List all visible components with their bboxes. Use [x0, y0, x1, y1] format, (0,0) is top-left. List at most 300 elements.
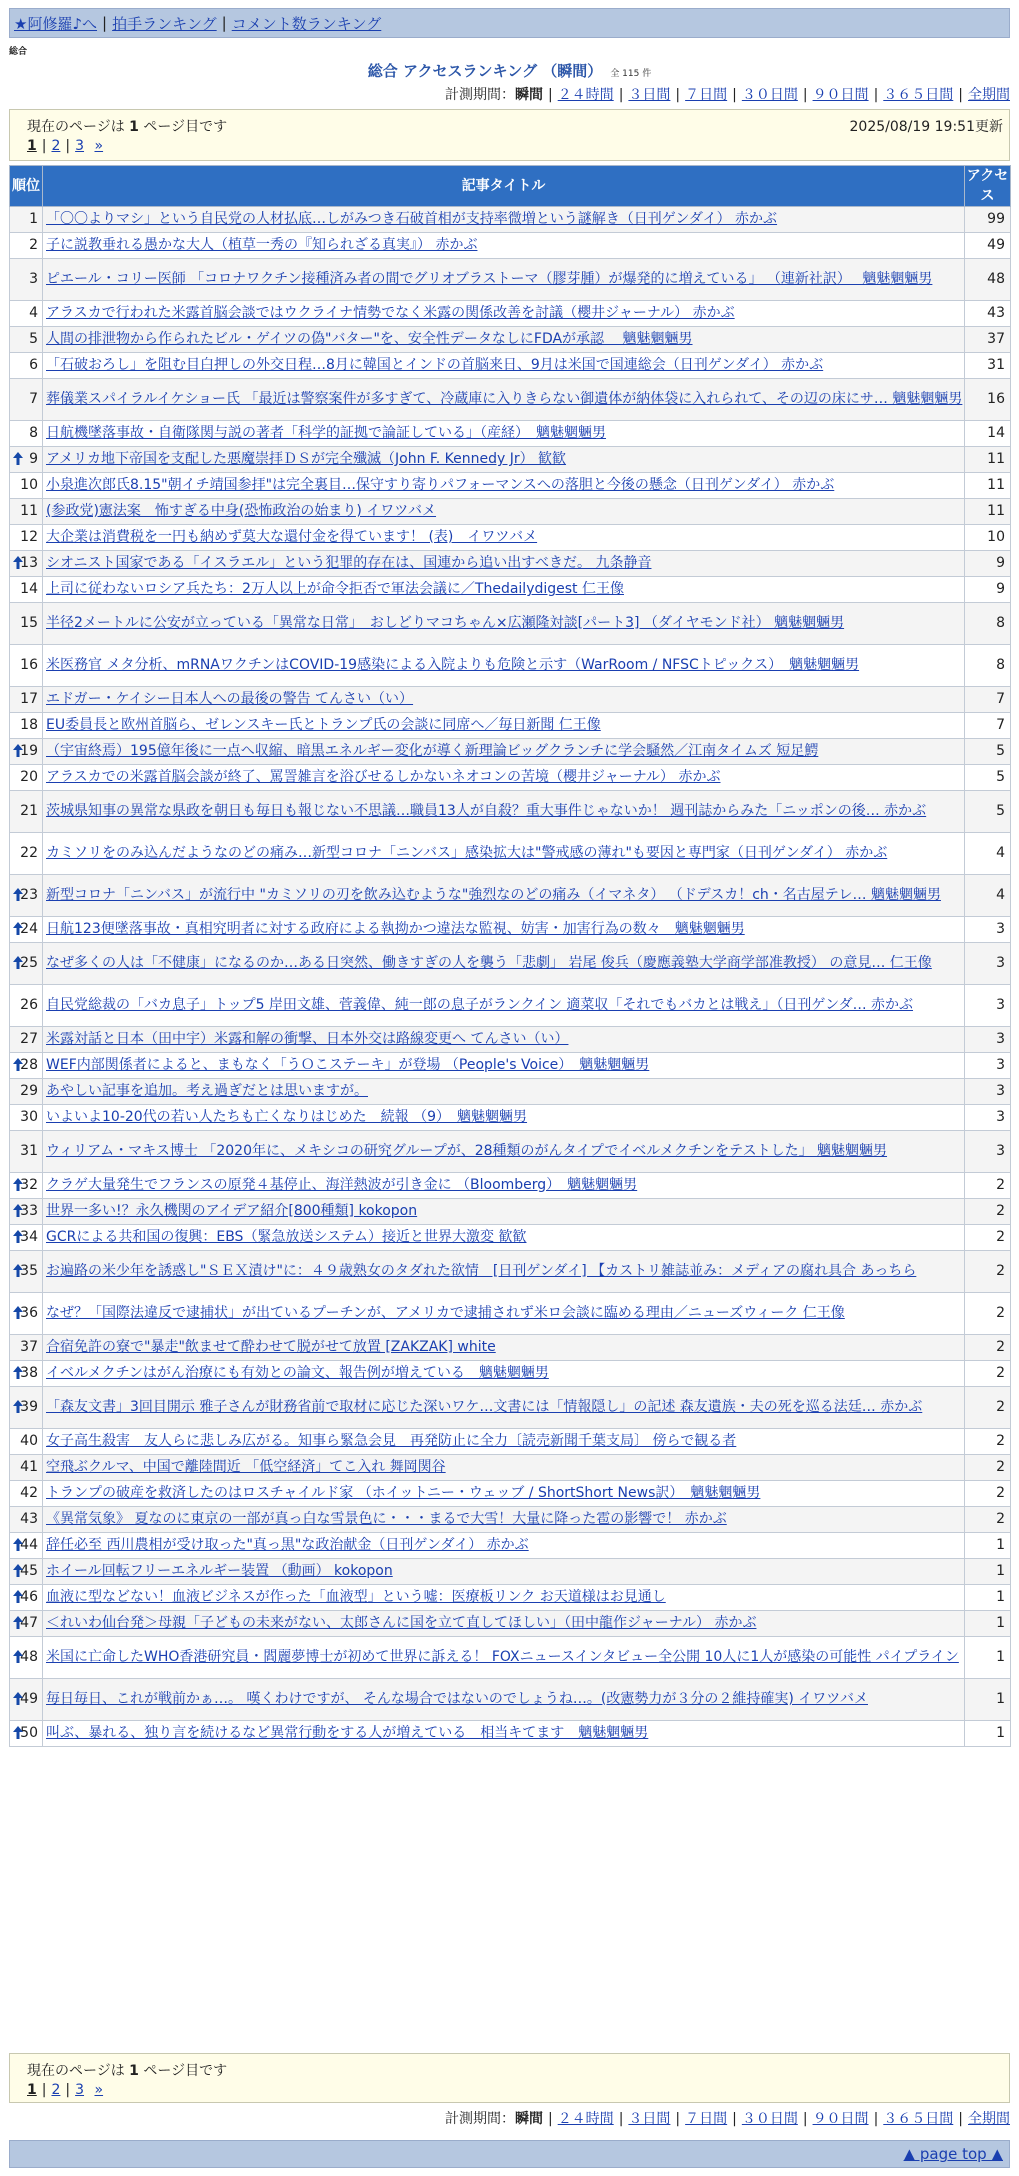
- table-row: [10, 985, 1011, 1027]
- rank-header: 順位: [10, 166, 43, 207]
- rank-number: 23: [20, 887, 38, 903]
- rank-cell: [10, 1507, 43, 1533]
- access-count: 2: [965, 1225, 1011, 1251]
- rank-number: 11: [20, 503, 38, 519]
- table-row: [10, 301, 1011, 327]
- title-cell: [43, 1637, 965, 1679]
- title-cell: [43, 1387, 965, 1429]
- article-link[interactable]: (参政党)憲法案 怖すぎる中身(恐怖政治の始まり) イワツバメ: [46, 503, 437, 519]
- pagination-separator: |: [65, 138, 71, 154]
- table-row: [10, 259, 1011, 301]
- access-count: 8: [965, 645, 1011, 687]
- article-link[interactable]: アメリカ地下帝国を支配した悪魔崇拝ＤＳが完全殲滅（John F. Kennedy Jr） 歓歓: [46, 451, 567, 467]
- period-separator: |: [958, 2111, 963, 2127]
- article-link[interactable]: ピエール・コリー医師 「コロナワクチン接種済み者の間でグリオブラストーマ（膠芽腫）が爆発的に増えている」 （連新社訳） 魑魅魍魎男: [46, 271, 933, 287]
- footer-bar: [9, 2140, 1010, 2168]
- access-count: 31: [965, 353, 1011, 379]
- arrow-up-icon: [13, 1306, 23, 1322]
- pagination-link[interactable]: 2: [51, 2082, 61, 2098]
- rank-cell: [10, 791, 43, 833]
- rank-number: 14: [20, 581, 38, 597]
- arrow-up-icon: [13, 1366, 23, 1382]
- article-link[interactable]: 茨城県知事の異常な県政を朝日も毎日も報じない不思議…職員13人が自殺？重大事件じゃないか！ 週刊誌からみた「ニッポンの後… 赤かぶ: [46, 803, 927, 819]
- ranking-table: [9, 165, 1011, 1747]
- access-count: 2: [965, 1481, 1011, 1507]
- period-separator: |: [547, 2111, 553, 2127]
- article-link[interactable]: エドガー・ケイシー日本人への最後の警告 てんさい（い）: [46, 691, 414, 707]
- title-cell: [43, 1721, 965, 1747]
- article-link[interactable]: 辞任必至 西川農相が受け取った"真っ黒"な政治献金（日刊ゲンダイ） 赤かぶ: [46, 1537, 529, 1553]
- title-cell: [43, 473, 965, 499]
- article-link[interactable]: ＜れいわ仙台発＞母親「子どもの未来がない、太郎さんに国を立て直してほしい」（田中龍作ジャーナル） 赤かぶ: [46, 1615, 757, 1631]
- article-link[interactable]: あやしい記事を追加。考え過ぎだとは思いますが。: [46, 1083, 368, 1099]
- rank-number: 18: [20, 717, 38, 733]
- pagination-current-number: 1: [27, 138, 37, 154]
- period-current: 瞬間: [514, 87, 543, 103]
- arrow-up-icon: [13, 1058, 23, 1074]
- access-count: 99: [965, 207, 1011, 233]
- article-link[interactable]: 自民党総裁の「バカ息子」トップ5 岸田文雄、菅義偉、純一郎の息子がランクイン 適菜収「それでもバカとは戦え」（日刊ゲンダ… 赤かぶ: [46, 997, 914, 1013]
- rank-cell: [10, 473, 43, 499]
- table-row: [10, 917, 1011, 943]
- rank-cell: [10, 713, 43, 739]
- pagination-link[interactable]: 3: [75, 2082, 85, 2098]
- rank-cell: [10, 499, 43, 525]
- rank-cell: [10, 1559, 43, 1585]
- rank-number: 20: [20, 769, 38, 785]
- article-link[interactable]: 人間の排泄物から作られたビル・ゲイツの偽"バター"を、安全性データなしにFDAが承認 魑魅魍魎男: [46, 331, 693, 347]
- rank-cell: [10, 301, 43, 327]
- access-count: 7: [965, 713, 1011, 739]
- article-link[interactable]: 血液に型などない！血液ビジネスが作った「血液型」という嘘：医療板リンク お天道様はお見通し: [46, 1589, 666, 1605]
- arrow-up-icon: [13, 452, 23, 468]
- period-link[interactable]: ９０日間: [812, 87, 869, 103]
- access-count: 4: [965, 833, 1011, 875]
- table-row: [10, 645, 1011, 687]
- access-count: 1: [965, 1637, 1011, 1679]
- article-link[interactable]: なぜ？「国際法違反で逮捕状」が出ているプーチンが、アメリカで逮捕されず米ロ会談に臨める理由／ニューズウィーク 仁王像: [46, 1305, 845, 1321]
- article-link[interactable]: EU委員長と欧州首脳ら、ゼレンスキー氏とトランプ氏の会談に同席へ／毎日新聞 仁王像: [46, 717, 601, 733]
- article-link[interactable]: ホイール回転フリーエネルギー装置 （動画） kokopon: [46, 1563, 393, 1579]
- access-count: 11: [965, 499, 1011, 525]
- table-row: [10, 875, 1011, 917]
- rank-cell: [10, 327, 43, 353]
- access-count: 5: [965, 739, 1011, 765]
- article-link[interactable]: （宇宙終焉）195億年後に一点へ収縮、暗黒エネルギー変化が導く新理論ビッグクランチに学会騒然／江南タイムズ 短足鰐: [46, 743, 819, 759]
- title-cell: [43, 1361, 965, 1387]
- rank-cell: [10, 447, 43, 473]
- rank-cell: [10, 577, 43, 603]
- table-row: [10, 1387, 1011, 1429]
- table-row: [10, 1679, 1011, 1721]
- table-row: [10, 1079, 1011, 1105]
- article-link[interactable]: 叫ぶ、暴れる、独り言を続けるなど異常行動をする人が増えている 相当キてます 魑魅魍魎男: [46, 1725, 649, 1741]
- article-link[interactable]: トランプの破産を救済したのはロスチャイルド家 （ホイットニー・ウェッブ / ShortShort News訳） 魑魅魍魎男: [46, 1485, 761, 1501]
- period-separator: |: [675, 2111, 681, 2127]
- article-link[interactable]: 子に説教垂れる愚かな大人（植草一秀の『知られざる真実』） 赤かぶ: [46, 237, 478, 253]
- rank-cell: [10, 233, 43, 259]
- title-cell: [43, 233, 965, 259]
- arrow-up-icon: [13, 1264, 23, 1280]
- rank-number: 34: [20, 1229, 38, 1245]
- rank-cell: [10, 353, 43, 379]
- rank-cell: [10, 1225, 43, 1251]
- rank-cell: [10, 207, 43, 233]
- rank-cell: [10, 1335, 43, 1361]
- pagination-current-number: 1: [27, 2082, 37, 2098]
- arrow-up-icon: [13, 1726, 23, 1742]
- rank-cell: [10, 875, 43, 917]
- rank-number: 32: [20, 1177, 38, 1193]
- article-link[interactable]: 大企業は消費税を一円も納めず莫大な還付金を得ています！ (表) イワツバメ: [46, 529, 538, 545]
- title-cell: [43, 327, 965, 353]
- comment-ranking-link[interactable]: コメント数ランキング: [231, 14, 382, 33]
- pagination-current: [27, 138, 37, 154]
- rank-number: 22: [20, 845, 38, 861]
- article-link[interactable]: カミソリをのみ込んだようなのどの痛み…新型コロナ「ニンバス」感染拡大は"警戒感の薄れ"も要因と専門家（日刊ゲンダイ） 赤かぶ: [46, 845, 888, 861]
- table-row: [10, 233, 1011, 259]
- title-cell: [43, 875, 965, 917]
- page-status-post: ページ目です: [138, 119, 228, 135]
- period-separator: |: [873, 2111, 879, 2127]
- rank-cell: [10, 1585, 43, 1611]
- table-row: [10, 447, 1011, 473]
- access-count: 2: [965, 1173, 1011, 1199]
- rank-cell: [10, 1053, 43, 1079]
- rank-number: 45: [20, 1563, 38, 1579]
- arrow-up-icon: [13, 1692, 23, 1708]
- arrow-up-icon: [13, 1564, 23, 1580]
- article-link[interactable]: WEF内部関係者によると、まもなく「うＯこステーキ」が登場 （People's Voice） 魑魅魍魎男: [46, 1057, 650, 1073]
- arrow-up-icon: [13, 922, 23, 938]
- period-link[interactable]: ３日間: [628, 87, 671, 103]
- title-cell: [43, 525, 965, 551]
- access-count: 5: [965, 791, 1011, 833]
- arrow-up-icon: [13, 1590, 23, 1606]
- rank-cell: [10, 833, 43, 875]
- access-count: 4: [965, 875, 1011, 917]
- period-link[interactable]: ３日間: [628, 2111, 671, 2127]
- table-row: [10, 421, 1011, 447]
- page-top-link[interactable]: ▲ page top ▲: [903, 2145, 1003, 2163]
- top-nav-bar: [9, 8, 1010, 38]
- title-cell: [43, 551, 965, 577]
- article-link[interactable]: 半径2メートルに公安が立っている「異常な日常」 おしどりマコちゃん×広瀬隆対談[パート3] （ダイヤモンド社） 魑魅魍魎男: [46, 615, 845, 631]
- period-link[interactable]: 全期間: [968, 87, 1010, 103]
- title-cell: [43, 791, 965, 833]
- article-link[interactable]: 上司に従わないロシア兵たち：2万人以上が命令拒否で軍法会議に／Thedailydigest 仁王像: [46, 581, 624, 597]
- pagination-link[interactable]: 3: [75, 138, 85, 154]
- period-link[interactable]: ３６５日間: [883, 2111, 954, 2127]
- table-row: [10, 739, 1011, 765]
- arrow-up-icon: [13, 744, 23, 760]
- arrow-up-icon: [13, 956, 23, 972]
- access-count: 11: [965, 473, 1011, 499]
- arrow-up-icon: [13, 888, 23, 904]
- rank-number: 28: [20, 1057, 38, 1073]
- article-link[interactable]: 「石破おろし」を阻む目白押しの外交日程…8月に韓国とインドの首脳来日、9月は米国で国連総会（日刊ゲンダイ） 赤かぶ: [46, 357, 824, 373]
- total-count: 全 115 件: [610, 69, 652, 79]
- table-row: [10, 833, 1011, 875]
- page-title: [0, 60, 1019, 81]
- rank-cell: [10, 1251, 43, 1293]
- article-link[interactable]: お遍路の米少年を誘惑し"ＳＥＸ漬け"に：４９歳熟女のタダれた欲情 [日刊ゲンダイ] 【カストリ雑誌並み：メディアの腐れ具合 あっちら: [46, 1263, 917, 1279]
- article-link[interactable]: 「森友文書」3回目開示 雅子さんが財務省前で取材に応じた深いワケ…文書には「情報隠し」の記述 森友遺族・夫の死を巡る法廷… 赤かぶ: [46, 1399, 923, 1415]
- title-cell: [43, 1585, 965, 1611]
- rank-cell: [10, 943, 43, 985]
- rank-cell: [10, 917, 43, 943]
- rank-cell: [10, 687, 43, 713]
- article-link[interactable]: ウィリアム・マキス博士 「2020年に、メキシコの研究グループが、28種類のがんタイプでイベルメクチンをテストした」 魑魅魍魎男: [46, 1143, 888, 1159]
- page-status-post: ページ目です: [138, 2063, 228, 2079]
- rank-number: 19: [20, 743, 38, 759]
- article-link[interactable]: 「〇〇よりマシ」という自民党の人材払底…しがみつき石破首相が支持率微増という謎解き（日刊ゲンダイ） 赤かぶ: [46, 211, 778, 227]
- access-count: 11: [965, 447, 1011, 473]
- access-count: 2: [965, 1429, 1011, 1455]
- rank-number: 40: [20, 1433, 38, 1449]
- rank-cell: [10, 1533, 43, 1559]
- rank-number: 3: [29, 271, 38, 287]
- period-separator: |: [675, 87, 681, 103]
- article-link[interactable]: クラゲ大量発生でフランスの原発４基停止、海洋熱波が引き金に （Bloomberg） 魑魅魍魎男: [46, 1177, 638, 1193]
- title-cell: [43, 1027, 965, 1053]
- article-link[interactable]: 世界一多い!？永久機関のアイデア紹介[800種類] kokopon: [46, 1203, 418, 1219]
- rank-cell: [10, 739, 43, 765]
- period-link[interactable]: ３０日間: [741, 2111, 798, 2127]
- rank-number: 50: [20, 1725, 38, 1741]
- count-header: アクセス: [965, 166, 1011, 207]
- title-cell: [43, 985, 965, 1027]
- access-count: 1: [965, 1585, 1011, 1611]
- page-status-pre: 現在のページは: [27, 119, 130, 135]
- access-count: 49: [965, 233, 1011, 259]
- article-link[interactable]: 小泉進次郎氏8.15"朝イチ靖国参拝"は完全裏目…保守すり寄りパフォーマンスへの落胆と今後の懸念（日刊ゲンダイ） 赤かぶ: [46, 477, 835, 493]
- access-count: 1: [965, 1611, 1011, 1637]
- access-count: 3: [965, 1079, 1011, 1105]
- period-link[interactable]: ２４時間: [557, 2111, 614, 2127]
- rank-cell: [10, 1293, 43, 1335]
- period-link[interactable]: ９０日間: [812, 2111, 869, 2127]
- title-cell: [43, 1173, 965, 1199]
- table-row: [10, 327, 1011, 353]
- table-row: [10, 577, 1011, 603]
- rank-number: 17: [20, 691, 38, 707]
- table-row: [10, 943, 1011, 985]
- table-row: [10, 551, 1011, 577]
- updated-timestamp: 2025/08/19 19:51更新: [849, 119, 1003, 135]
- title-header: 記事タイトル: [43, 166, 965, 207]
- title-cell: [43, 1679, 965, 1721]
- title-cell: [43, 1131, 965, 1173]
- rank-number: 26: [20, 997, 38, 1013]
- rank-number: 38: [20, 1365, 38, 1381]
- table-row: [10, 207, 1011, 233]
- rank-number: 48: [20, 1649, 38, 1665]
- article-link[interactable]: 米医務官 メタ分析、mRNAワクチンはCOVID-19感染による入院よりも危険と示す（WarRoom / NFSCトピックス） 魑魅魍魎男: [46, 657, 860, 673]
- period-label: 計測期間：: [444, 87, 515, 103]
- title-cell: [43, 421, 965, 447]
- page-info-top: [9, 109, 1010, 161]
- period-link[interactable]: ７日間: [685, 2111, 728, 2127]
- rank-cell: [10, 1721, 43, 1747]
- pagination-separator: [87, 2082, 91, 2098]
- pagination-separator: [87, 138, 91, 154]
- table-row: [10, 603, 1011, 645]
- access-count: 2: [965, 1361, 1011, 1387]
- table-row: [10, 1455, 1011, 1481]
- rank-cell: [10, 1481, 43, 1507]
- article-link[interactable]: 葬儀業スパイラルイケショー氏 「最近は警察案件が多すぎて、冷蔵庫に入りきらない御遺体が納体袋に入れられて、その辺の床にサ… 魑魅魍魎男: [46, 391, 963, 407]
- rank-cell: [10, 1131, 43, 1173]
- pagination-current: [27, 2082, 37, 2098]
- table-row: [10, 499, 1011, 525]
- table-row: [10, 765, 1011, 791]
- article-link[interactable]: 新型コロナ「ニンバス」が流行中 "カミソリの刃を飲み込むような"強烈なのどの痛み（イマネタ） （ドデスカ！ch・名古屋テレ… 魑魅魍魎男: [46, 887, 941, 903]
- access-count: 16: [965, 379, 1011, 421]
- page-status: [27, 116, 227, 136]
- pagination-link[interactable]: »: [94, 2082, 104, 2098]
- title-cell: [43, 1559, 965, 1585]
- period-separator: |: [802, 2111, 808, 2127]
- rank-number: 44: [20, 1537, 38, 1553]
- article-link[interactable]: 毎日毎日、これが戦前かぁ…。 嘆くわけですが、 そんな場合ではないのでしょうね…。(改憲勢力が３分の２維持確実) イワツバメ: [46, 1691, 868, 1707]
- pagination: [27, 138, 103, 154]
- access-count: 3: [965, 943, 1011, 985]
- rank-cell: [10, 1679, 43, 1721]
- rank-number: 24: [20, 921, 38, 937]
- rank-number: 9: [29, 451, 38, 467]
- table-row: [10, 1533, 1011, 1559]
- table-row: [10, 1053, 1011, 1079]
- title-cell: [43, 1199, 965, 1225]
- article-link[interactable]: 米国に亡命したWHO香港研究員・閻麗夢博士が初めて世界に訴える！ FOXニュースインタビュー全公開 10人に1人が感染の可能性 パイプライン: [46, 1649, 959, 1665]
- access-count: 3: [965, 1131, 1011, 1173]
- title-cell: [43, 1533, 965, 1559]
- period-link[interactable]: ７日間: [685, 87, 728, 103]
- access-count: 2: [965, 1335, 1011, 1361]
- article-link[interactable]: 空飛ぶクルマ、中国で離陸間近 「低空経済」てこ入れ 舞岡関谷: [46, 1459, 446, 1475]
- title-cell: [43, 207, 965, 233]
- page-status-num: 1: [129, 119, 139, 135]
- rank-number: 15: [20, 615, 38, 631]
- rank-number: 12: [20, 529, 38, 545]
- title-cell: [43, 1335, 965, 1361]
- rank-number: 1: [29, 211, 38, 227]
- article-link[interactable]: 合宿免許の寮で"暴走"飲ませて酔わせて脱がせて放置 [ZAKZAK] white: [46, 1339, 496, 1355]
- access-count: 2: [965, 1199, 1011, 1225]
- title-cell: [43, 943, 965, 985]
- title-cell: [43, 645, 965, 687]
- period-link[interactable]: ３６５日間: [883, 87, 954, 103]
- rank-number: 4: [29, 305, 38, 321]
- rank-number: 37: [20, 1339, 38, 1355]
- table-row: [10, 525, 1011, 551]
- pagination: [27, 2082, 103, 2098]
- article-link[interactable]: 女子高生殺害 友人らに悲しみ広がる。知事ら緊急会見 再発防止に全力〔読売新聞千葉支局〕 傍らで観る者: [46, 1433, 737, 1449]
- period-link[interactable]: ２４時間: [557, 87, 614, 103]
- access-count: 3: [965, 1027, 1011, 1053]
- title-cell: [43, 713, 965, 739]
- applause-ranking-link[interactable]: 拍手ランキング: [112, 14, 217, 33]
- pagination-separator: |: [41, 2082, 47, 2098]
- pagination-link[interactable]: 2: [51, 138, 61, 154]
- rank-cell: [10, 1455, 43, 1481]
- article-link[interactable]: アラスカでの米露首脳会談が終了、罵詈雑言を浴びせるしかないネオコンの苦境（櫻井ジャーナル） 赤かぶ: [46, 769, 721, 785]
- access-count: 8: [965, 603, 1011, 645]
- rank-cell: [10, 1079, 43, 1105]
- access-count: 2: [965, 1455, 1011, 1481]
- rank-cell: [10, 765, 43, 791]
- article-link[interactable]: アラスカで行われた米露首脳会談ではウクライナ情勢でなく米露の関係改善を討議（櫻井ジャーナル） 赤かぶ: [46, 305, 735, 321]
- access-count: 1: [965, 1721, 1011, 1747]
- article-link[interactable]: なぜ多くの人は「不健康」になるのか…ある日突然、働きすぎの人を襲う「悲劇」 岩尾 俊兵（慶應義塾大学商学部准教授） の意見… 仁王像: [46, 955, 932, 971]
- period-link[interactable]: 全期間: [968, 2111, 1010, 2127]
- arrow-up-icon: [13, 1538, 23, 1554]
- article-link[interactable]: シオニスト国家である「イスラエル」という犯罪的存在は、国連から追い出すべきだ。 九条静音: [46, 555, 652, 571]
- arrow-up-icon: [13, 1178, 23, 1194]
- rank-cell: [10, 1105, 43, 1131]
- rank-number: 47: [20, 1615, 38, 1631]
- period-separator: |: [547, 87, 553, 103]
- title-cell: [43, 1481, 965, 1507]
- access-count: 48: [965, 259, 1011, 301]
- access-count: 3: [965, 1053, 1011, 1079]
- arrow-up-icon: [13, 1650, 23, 1666]
- table-row: [10, 1611, 1011, 1637]
- table-row: [10, 1507, 1011, 1533]
- period-link[interactable]: ３０日間: [741, 87, 798, 103]
- rank-cell: [10, 551, 43, 577]
- article-link[interactable]: イベルメクチンはがん治療にも有効との論文、報告例が増えている 魑魅魍魎男: [46, 1365, 549, 1381]
- article-link[interactable]: 日航123便墜落事故・真相究明者に対する政府による執拗かつ違法な監視、妨害・加害行為の数々 魑魅魍魎男: [46, 921, 745, 937]
- access-count: 2: [965, 1293, 1011, 1335]
- access-count: 37: [965, 327, 1011, 353]
- title-cell: [43, 687, 965, 713]
- period-separator: |: [618, 2111, 624, 2127]
- access-count: 14: [965, 421, 1011, 447]
- rank-number: 41: [20, 1459, 38, 1475]
- pagination-link[interactable]: »: [94, 138, 104, 154]
- rank-number: 8: [29, 425, 38, 441]
- arrow-up-icon: [13, 1400, 23, 1416]
- table-row: [10, 1637, 1011, 1679]
- page-status-pre: 現在のページは: [27, 2063, 130, 2079]
- article-link[interactable]: GCRによる共和国の復興：EBS（緊急放送システム）接近と世界大激変 歓歓: [46, 1229, 527, 1245]
- access-count: 1: [965, 1559, 1011, 1585]
- title-cell: [43, 917, 965, 943]
- arrow-up-icon: [13, 1616, 23, 1632]
- home-link[interactable]: ★阿修羅♪へ: [14, 14, 98, 33]
- period-selector-bottom: [445, 2108, 1010, 2128]
- table-row: [10, 1199, 1011, 1225]
- table-row: [10, 791, 1011, 833]
- rank-number: 43: [20, 1511, 38, 1527]
- title-cell: [43, 1455, 965, 1481]
- rank-cell: [10, 1173, 43, 1199]
- table-row: [10, 1559, 1011, 1585]
- period-separator: |: [732, 87, 737, 103]
- table-row: [10, 1173, 1011, 1199]
- article-link[interactable]: 米露対話と日本（田中宇）米露和解の衝撃、日本外交は路線変更へ てんさい（い）: [46, 1031, 569, 1047]
- pagination-separator: |: [41, 138, 47, 154]
- table-row: [10, 1429, 1011, 1455]
- rank-number: 2: [29, 237, 38, 253]
- article-link[interactable]: 《異常気象》 夏なのに東京の一部が真っ白な雪景色に・・・まるで大雪！大量に降った雹の影響で！ 赤かぶ: [46, 1511, 727, 1527]
- period-separator: |: [873, 87, 879, 103]
- article-link[interactable]: 日航機墜落事故・自衛隊関与説の著者「科学的証拠で論証している」（産経） 魑魅魍魎男: [46, 425, 606, 441]
- title-cell: [43, 353, 965, 379]
- article-link[interactable]: いよいよ10-20代の若い人たちも亡くなりはじめた 続報 （9） 魑魅魍魎男: [46, 1109, 528, 1125]
